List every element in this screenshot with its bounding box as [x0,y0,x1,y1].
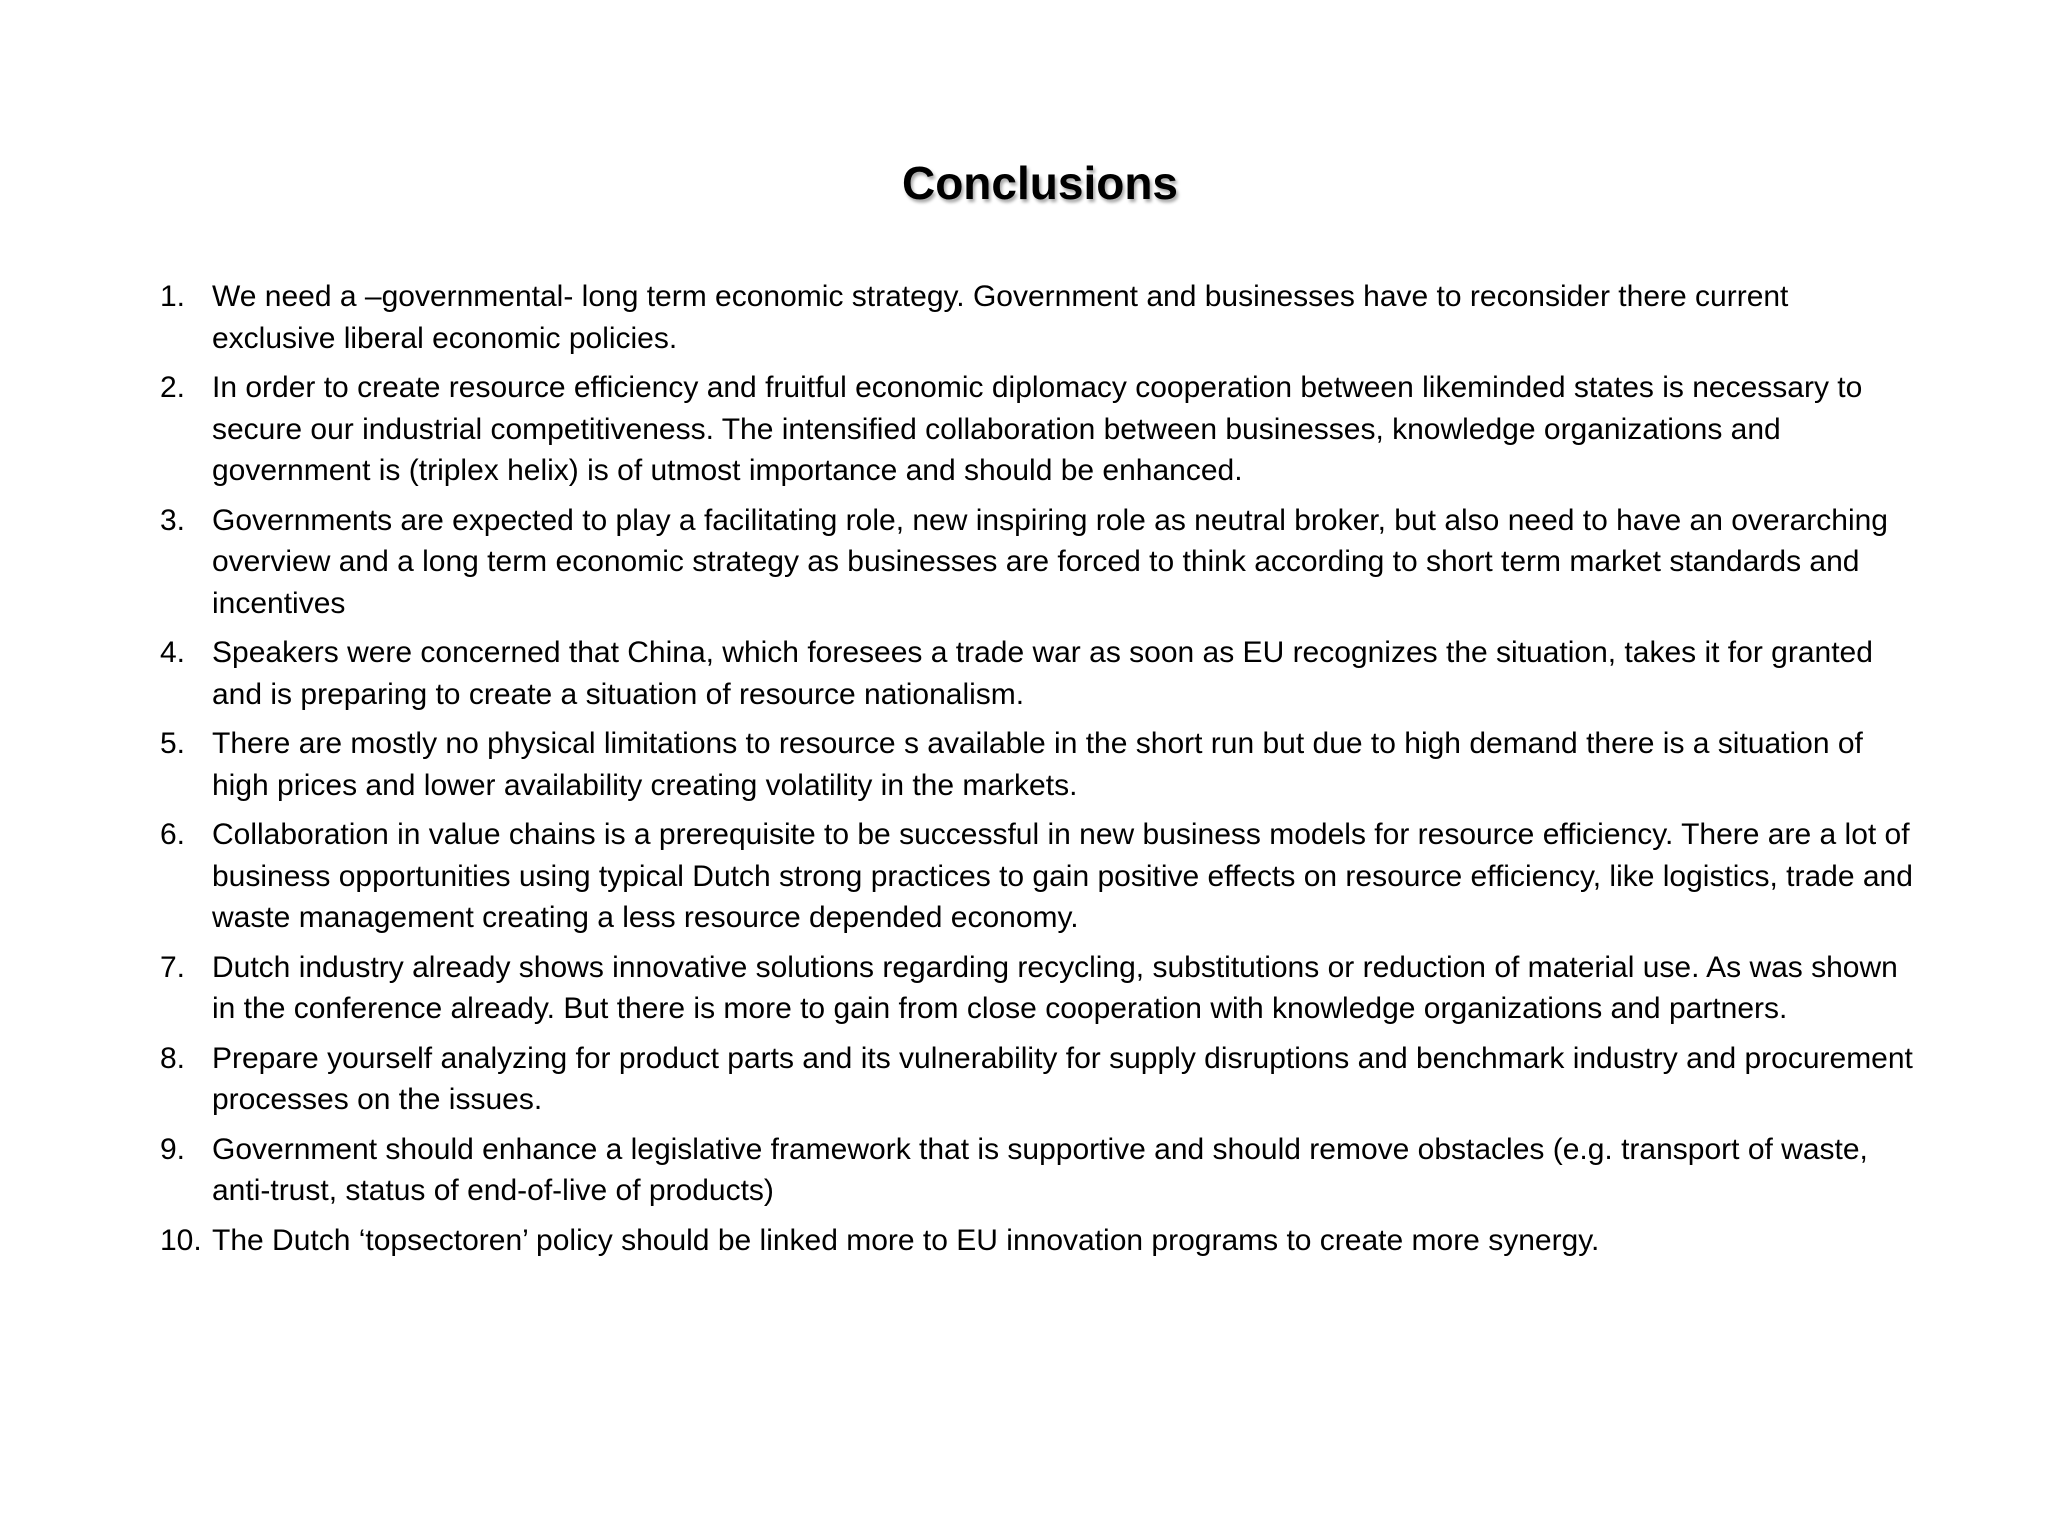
list-item-number: 3. [160,503,186,537]
list-item-text: Prepare yourself analyzing for product parts and its vulnerability for supply disruptions and benchmark industry and procurement processes on the issues. [212,1041,1913,1116]
list-item-number: 9. [160,1132,186,1166]
conclusions-list [160,276,1920,1269]
list-item-number: 4. [160,636,186,669]
list-item-number: 7. [160,950,186,984]
list-item [160,947,1920,1030]
list-item-text: Collaboration in value chains is a prerequisite to be successful in new business models for resource efficiency. There are a lot of business opportunities using typical Dutch strong practices to gain positive effects on resource efficiency, like logistics, trade and waste management creating a less resource depended economy. [212,818,1913,934]
list-item-number: 1. [160,280,186,313]
list-item-number: 5. [160,727,186,760]
list-item [160,814,1920,939]
list-item-text: The Dutch ‘topsectoren’ policy should be linked more to EU innovation programs to create more synergy. [212,1223,1600,1257]
list-item-number: 2. [160,371,186,404]
list-item [160,1038,1920,1121]
list-item [160,723,1920,806]
list-item-text: Speakers were concerned that China, which foresees a trade war as soon as EU recognizes the situation, takes it for granted and is preparing to create a situation of resource nationalism. [212,636,1873,711]
list-item-text: Government should enhance a legislative framework that is supportive and should remove obstacles (e.g. transport of waste, anti-trust, status of end-of-live of products) [212,1132,1868,1207]
list-item-text: Governments are expected to play a facilitating role, new inspiring role as neutral broker, but also need to have an overarching overview and a long term economic strategy as businesses are forced to think according to short term market standards and incentives [212,503,1888,620]
list-item-text: In order to create resource efficiency and fruitful economic diplomacy cooperation between likeminded states is necessary to secure our industrial competitiveness. The intensified collaboration between businesses, knowledge organizations and government is (triplex helix) is of utmost importance and should be enhanced. [212,371,1863,487]
list-item-number: 10. [160,1223,202,1257]
list-item-text: There are mostly no physical limitations to resource s available in the short run but due to high demand there is a situation of high prices and lower availability creating volatility in the markets. [212,727,1863,802]
list-item [160,500,1920,625]
list-item [160,276,1920,359]
list-item-number: 6. [160,818,186,851]
list-item [160,1220,1920,1262]
list-item-text: We need a –governmental- long term economic strategy. Government and businesses have to reconsider there current exclusive liberal economic policies. [212,280,1789,355]
list-item [160,1129,1920,1212]
list-item-text: Dutch industry already shows innovative solutions regarding recycling, substitutions or reduction of material use. As was shown in the conference already. But there is more to gain from close cooperation with knowledge organizations and partners. [212,950,1898,1025]
list-item-number: 8. [160,1041,186,1075]
list-item [160,367,1920,492]
slide-title: Conclusions [901,157,1179,209]
list-item [160,632,1920,715]
